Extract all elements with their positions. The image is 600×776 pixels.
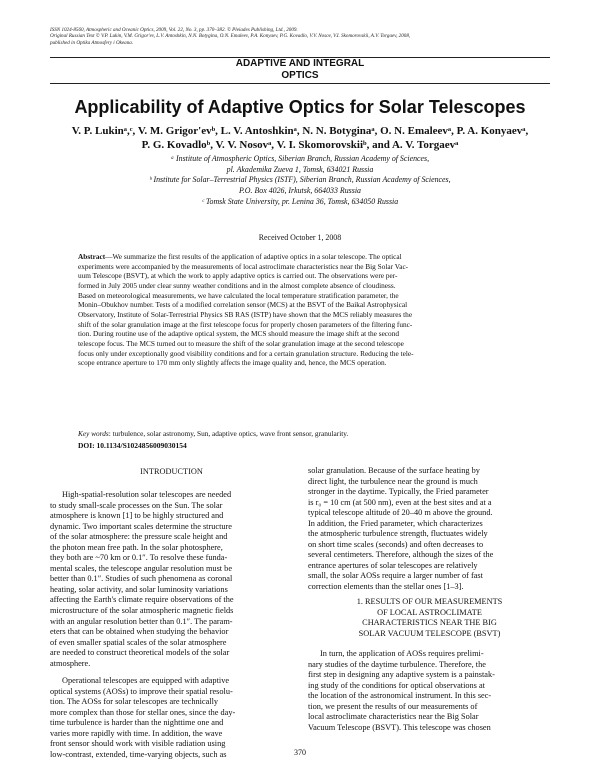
intro-paragraph-2: [50, 676, 293, 760]
text-line: entrance apertures of solar telescopes are relatively: [308, 560, 478, 570]
header-line: Original Russian Text © V.P. Lukin, V.M. Grigor'ev, L.V. Antoshkin, N.N. Botygina, O.N. Emaleev, P.A. Konyaev, P.G. Kovadlo, V.V. Nosov, V.I. Skomorovskii, A.V. Torgaev, 2008,: [50, 33, 411, 40]
section-label: [190, 58, 410, 82]
header-line: ISSN 1024-8560, Atmospheric and Oceanic Optics, 2009, Vol. 22, No. 3, pp. 370–382. © Pleiades Publishing, Ltd., 2009.: [50, 27, 298, 33]
abstract-line: Observatory, Institute of Solar-Terrestrial Physics SB RAS (ISTP) have shown that the MCS reliably measures the: [78, 309, 413, 319]
text-line: several centimeters. Therefore, although the sizes of the: [308, 550, 494, 560]
section-label-line: ADAPTIVE AND INTEGRAL: [235, 58, 365, 69]
text-line: ing study of the conditions for optical observations at: [308, 680, 485, 690]
text-line: direct light, the turbulence near the ground is much: [308, 476, 478, 486]
received-date: Received October 1, 2008: [258, 233, 342, 242]
journal-header-note: [50, 27, 555, 46]
heading-line: 1. RESULTS OF OUR MEASUREMENTS: [356, 597, 503, 606]
text-line: more complex than those for stellar ones, since the day-: [50, 707, 236, 717]
affiliation-line: ᵇ Institute for Solar–Terrestrial Physics (ISTF), Siberian Branch, Russian Academy of Sciences,: [149, 175, 451, 185]
abstract-line: tion. During routine use of the adaptive optical system, the MCS should measure the image shift at the second: [78, 329, 399, 339]
text-line: with an angular resolution better than 0.1″. The param-: [50, 616, 233, 626]
text-line: of the solar atmosphere: the pressure scale height and: [50, 532, 228, 542]
section-1-paragraph: [308, 649, 551, 733]
abstract-line: Based on meteorological measurements, we have calculated the local temperature stratification parameter, the: [78, 290, 399, 300]
text-line: dynamic. Two important scales determine the structure: [50, 521, 232, 531]
abstract-line: scope entrance aperture to 170 mm only slightly affects the image quality and, hence, the MCS operation.: [78, 358, 387, 368]
author-line: V. P. Lukinᵃ,ᶜ, V. M. Grigor'evᵇ, L. V. Antoshkinᵃ, N. N. Botyginaᵃ, O. N. Emaleevᵃ, P. A. Konyaevᵃ,: [71, 125, 529, 137]
text-line: optical systems (AOSs) to improve their spatial resolu-: [50, 686, 233, 696]
text-line: front sensor should work with visible radiation using: [50, 739, 226, 749]
text-line: small, the solar AOSs require a larger number of fast: [308, 571, 483, 581]
page-number: 370: [294, 748, 306, 757]
text-line: to study small-scale processes on the Sun. The solar: [50, 500, 223, 510]
text-line: of even smaller spatial scales of the solar atmosphere: [50, 637, 227, 647]
abstract-line: focus only under exceptionally good visibility conditions and for a certain granulation structure. Reducing the tele-: [78, 348, 414, 358]
keywords-lead: Key words: [78, 429, 109, 438]
text-line: Vacuum Telescope (BSVT). This telescope was chosen: [308, 722, 491, 732]
text-line: solar granulation. Because of the surface heating by: [308, 466, 480, 475]
author-line: P. G. Kovadloᵇ, V. V. Nosovᵃ, V. I. Skomorovskiiᵇ, and A. V. Torgaevᵃ: [141, 139, 459, 151]
author-list: [45, 124, 555, 152]
affiliations: [80, 154, 520, 208]
abstract: [78, 252, 523, 368]
abstract-line: —We summarize the first results of the application of adaptive optics in a solar telescope. The optical: [105, 252, 402, 261]
abstract-line: formed in July 2005 under clear sunny weather conditions and in the almost complete absence of cloudiness.: [78, 280, 396, 290]
doi: DOI: 10.1134/S1024856009030154: [78, 441, 187, 450]
text-line: eters that can be obtained when studying the behavior: [50, 627, 229, 637]
text-line: tion. The AOSs for solar telescopes are technically: [50, 697, 219, 707]
heading-line: CHARACTERISTICS NEAR THE BIG: [362, 618, 497, 628]
text-line: the atmospheric turbulence strength, fluctuates widely: [308, 529, 488, 539]
text-line: time turbulence is harder than the nighttime one and: [50, 718, 224, 728]
text-line: low-contrast, extended, time-varying objects, such as: [50, 749, 227, 759]
text-line: typical telescope altitude of 20–40 m above the ground.: [308, 508, 493, 518]
bottom-rule: [50, 83, 550, 84]
text-line: High-spatial-resolution solar telescopes are needed: [62, 490, 232, 499]
abstract-lead: Abstract: [78, 252, 106, 261]
affiliation-line: pl. Akademika Zueva 1, Tomsk, 634021 Russia: [226, 164, 374, 174]
heading-text: INTRODUCTION: [140, 467, 203, 476]
text-line: mental scales, the telescope angular resolution must be: [50, 563, 233, 573]
text-line: the location of the astronomical instrument. In this sec-: [308, 691, 492, 701]
abstract-line: telescope focus. The MCS turned out to measure the shift of the solar granulation image at the second telescope: [78, 338, 404, 348]
text-line: on short time scales (seconds) and often decreases to: [308, 539, 484, 549]
text-line: atmosphere.: [50, 658, 91, 668]
text-line: affecting the Earth's climate require observations of the: [50, 595, 234, 605]
text-line: first step in designing any adaptive system is a painstak-: [308, 670, 495, 680]
heading-line: SOLAR VACUUM TELESCOPE (BSVT): [358, 628, 501, 638]
intro-paragraph-3: [308, 466, 551, 593]
text-line: varies more rapidly with time. In addition, the wave: [50, 728, 223, 738]
text-line: better than 0.1″. Studies of such phenomena as coronal: [50, 574, 233, 584]
abstract-line: uum Telescope (BSVT), at which the work to apply adaptive optics is carried out. The observations were per-: [78, 271, 398, 281]
text-line: heating, solar activity, and solar luminosity variations: [50, 584, 228, 594]
text-line: In turn, the application of AOSs requires prelimi-: [320, 649, 484, 658]
text-line: the photon mean free path. In the solar photosphere,: [50, 542, 223, 552]
abstract-line: experiments were accompanied by the measurements of local astroclimate characteristics near the Big Solar Vac-: [78, 261, 409, 271]
abstract-line: Monin–Obukhov number. Tests of a modified correlation sensor (MCS) at the BSVT of the Baikal Astrophysical: [78, 300, 408, 310]
text-line: are needed to construct theoretical models of the solar: [50, 648, 230, 658]
text-line: they both are ~70 km or 0.1″. To resolve these funda-: [50, 553, 228, 563]
text-line: microstructure of the solar atmospheric magnetic fields: [50, 606, 234, 616]
text-line: atmosphere is known [1] to be highly structured and: [50, 511, 224, 521]
header-line: published in Optika Atmosfery i Okeana.: [50, 39, 134, 46]
heading-line: OF LOCAL ASTROCLIMATE: [377, 607, 482, 617]
introduction-heading: [50, 467, 293, 478]
keywords-text: : turbulence, solar astronomy, Sun, adaptive optics, wave front sensor, granularity.: [108, 429, 349, 438]
text-line: tion, we present the results of our measurements of: [308, 701, 478, 711]
text-line: is r₀ = 10 cm (at 500 nm), even at the best sites and at a: [308, 497, 492, 507]
affiliation-line: ᵃ Institute of Atmospheric Optics, Siberian Branch, Russian Academy of Sciences,: [170, 154, 430, 163]
paper-title: Applicability of Adaptive Optics for Solar Telescopes: [74, 97, 526, 117]
abstract-line: shift of the solar granulation image at the first telescope focus for properly chosen parameters of the filtering func-: [78, 319, 413, 329]
text-line: stronger in the daytime. Typically, the Fried parameter: [308, 487, 489, 497]
text-line: local astroclimate characteristics near the Big Solar: [308, 712, 479, 722]
intro-paragraph-1: [50, 490, 293, 669]
text-line: correction elements than the stellar ones [1–3].: [308, 582, 464, 592]
text-line: In addition, the Fried parameter, which characterizes: [308, 518, 483, 528]
keywords: [78, 429, 523, 439]
section-label-line: OPTICS: [281, 70, 319, 81]
text-line: Operational telescopes are equipped with adaptive: [62, 676, 230, 685]
affiliation-line: ᶜ Tomsk State University, pr. Lenina 36, Tomsk, 634050 Russia: [201, 196, 399, 206]
text-line: nary studies of the daytime turbulence. Therefore, the: [308, 659, 486, 669]
affiliation-line: P.O. Box 4026, Irkutsk, 664033 Russia: [239, 186, 361, 196]
section-1-heading: [308, 597, 551, 639]
